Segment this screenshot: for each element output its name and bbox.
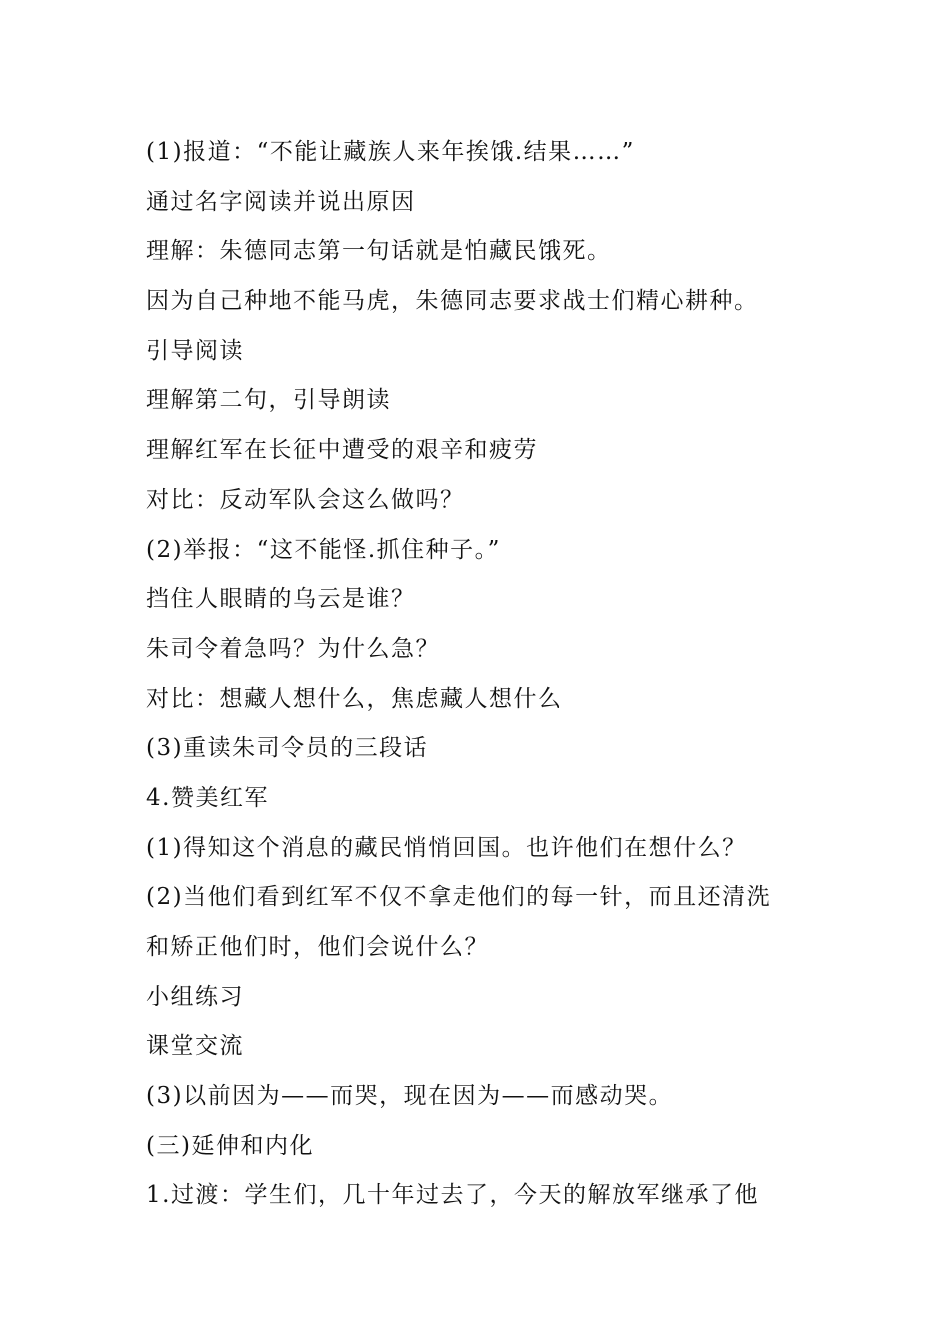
text-line: 对比：想藏人想什么，焦虑藏人想什么 <box>146 685 563 712</box>
text-line: 挡住人眼睛的乌云是谁？ <box>146 586 416 613</box>
text-line: 理解：朱德同志第一句话就是怕藏民饿死。 <box>146 238 612 265</box>
text-line: 4.赞美红军 <box>146 784 269 811</box>
text-line: 对比：反动军队会这么做吗？ <box>146 486 465 513</box>
text-line: 理解第二句，引导朗读 <box>146 387 391 414</box>
document-body <box>146 128 816 1221</box>
text-line: (1)报道：“不能让藏族人来年挨饿.结果……” <box>146 139 635 165</box>
text-line: 1.过渡：学生们，几十年过去了，今天的解放军继承了他 <box>146 1182 759 1209</box>
text-line: 理解红军在长征中遭受的艰辛和疲劳 <box>146 437 538 464</box>
text-line: 朱司令着急吗？为什么急？ <box>146 635 440 662</box>
text-line: (三)延伸和内化 <box>146 1132 314 1159</box>
text-line: (1)得知这个消息的藏民悄悄回国。也许他们在想什么？ <box>146 834 747 861</box>
text-line: 课堂交流 <box>146 1033 244 1060</box>
text-line: 因为自己种地不能马虎，朱德同志要求战士们精心耕种。 <box>146 288 759 315</box>
text-line: 小组练习 <box>146 983 244 1010</box>
text-line: (2)举报：“这不能怪.抓住种子。” <box>146 536 501 563</box>
text-line: 引导阅读 <box>146 337 244 364</box>
text-line: (3)以前因为——而哭，现在因为——而感动哭。 <box>146 1083 674 1110</box>
text-line: 和矫正他们时，他们会说什么？ <box>146 934 489 960</box>
text-line: (2)当他们看到红军不仅不拿走他们的每一针，而且还清洗 <box>146 884 772 911</box>
text-line: 通过名字阅读并说出原因 <box>146 188 416 215</box>
text-line: (3)重读朱司令员的三段话 <box>146 735 429 762</box>
